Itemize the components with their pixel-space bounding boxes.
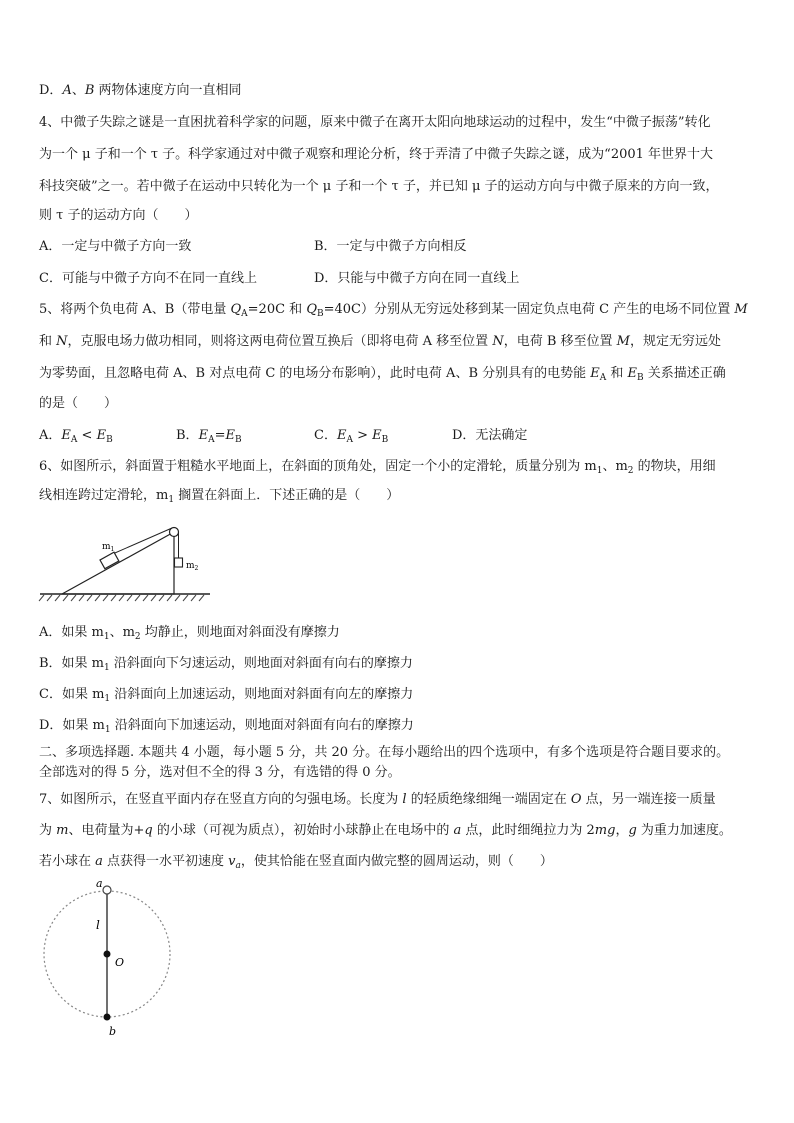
label-o: O [115,956,125,969]
q5-stem-line-4: 的是（ ） [39,396,118,411]
q4-option-d: D．只能与中微子方向在同一直线上 [314,271,520,286]
q4-option-c: C．可能与中微子方向不在同一直线上 [39,271,257,286]
point-a-ball [103,886,111,894]
section-2-heading: 二、多项选择题. 本题共 4 小题，每小题 5 分，共 20 分。在每小题给出的四个选项中，有多个选项是符合题目要求的。 [39,745,730,760]
q4-stem-line-3: 科技突破”之一。若中微子在运动中只转化为一个 μ 子和一个 τ 子，并已知 μ 子的运动方向与中微子原来的方向一致， [39,179,719,194]
block-m1 [100,552,119,569]
label-m1: $m_1$ [102,542,115,553]
q5-option-d: D．无法确定 [452,428,528,443]
q6-option-c: C．如果 $m_1$ 沿斜面向上加速运动，则地面对斜面有向左的摩擦力 [39,687,414,704]
q6-option-a: A．如果 $m_1$、$m_2$ 均静止，则地面对斜面没有摩擦力 [39,625,340,642]
q4-stem-line-1: 4、中微子失踪之谜是一直困扰着科学家的问题，原来中微子在离开太阳向地球运动的过程中，发生“中微子振荡”转化 [39,115,711,130]
incline-pulley-figure [38,518,218,608]
q5-stem-line-1: 5、将两个负电荷 A、B（带电量 $Q_A=20C$ 和 $Q_B=40C$）分别从无穷远处移到某一固定负点电荷 C 产生的电场不同位置 M [39,302,748,319]
circle-motion-figure [38,876,178,1041]
point-b-dot [104,1014,111,1021]
q6-stem-line-1: 6、如图所示，斜面置于粗糙水平地面上，在斜面的顶角处，固定一个小的定滑轮，质量分别为 $m_1$、$m_2$ 的物块，用细 [39,459,716,476]
q6-stem-line-2: 线相连跨过定滑轮，$m_1$ 搁置在斜面上．下述正确的是（ ） [39,488,400,505]
q4-stem-line-4: 则 τ 子的运动方向（ ） [39,208,198,223]
ground-hatching [39,595,204,601]
q5-option-a: A．$E_A < E_B$ [39,428,113,445]
q7-stem-line-1: 7、如图所示，在竖直平面内存在竖直方向的匀强电场。长度为 l 的轻质绝缘细绳一端固定在 O 点，另一端连接一质量 [39,792,716,807]
q3-option-d: D．A、B 两物体速度方向一直相同 [39,83,242,98]
label-b: b [109,1025,117,1038]
q4-option-b: B．一定与中微子方向相反 [314,239,467,254]
q5-option-b: B．$E_A=E_B$ [176,428,242,445]
q4-stem-line-2: 为一个 μ 子和一个 τ 子。科学家通过对中微子观察和理论分析，终于弄清了中微子失踪之谜，成为“2001 年世界十大 [39,147,714,162]
label-a: a [96,877,103,890]
section-2-note: 全部选对的得 5 分，选对但不全的得 3 分，有选错的得 0 分。 [39,765,401,780]
rope-upper [108,528,172,556]
label-l: l [96,918,100,932]
q5-option-c: C．$E_A > E_B$ [314,428,389,445]
q7-stem-line-3: 若小球在 a 点获得一水平初速度 $v_a$，使其恰能在竖直面内做完整的圆周运动，则（ ） [39,854,553,871]
q5-stem-line-3: 为零势面，且忽略电荷 A、B 对点电荷 C 的电场分布影响），此时电荷 A、B 分别具有的电势能 $E_A$ 和 $E_B$ 关系描述正确 [39,366,726,383]
q6-option-d: D．如果 $m_1$ 沿斜面向下加速运动，则地面对斜面有向右的摩擦力 [39,718,414,735]
q5-stem-line-2: 和 N，克服电场力做功相同，则将这两电荷位置互换后（即将电荷 A 移至位置 N，电荷 B 移至位置 M，规定无穷远处 [39,334,721,349]
q7-stem-line-2: 为 m、电荷量为+q 的小球（可视为质点），初始时小球静止在电场中的 a 点，此时细绳拉力为 2mg，g 为重力加速度。 [39,823,732,838]
center-o-dot [104,951,111,958]
q4-option-a: A．一定与中微子方向一致 [39,239,192,254]
label-m2: $m_2$ [186,561,199,572]
block-m2 [175,558,183,567]
incline [62,532,174,594]
q6-option-b: B．如果 $m_1$ 沿斜面向下匀速运动，则地面对斜面有向右的摩擦力 [39,656,413,673]
